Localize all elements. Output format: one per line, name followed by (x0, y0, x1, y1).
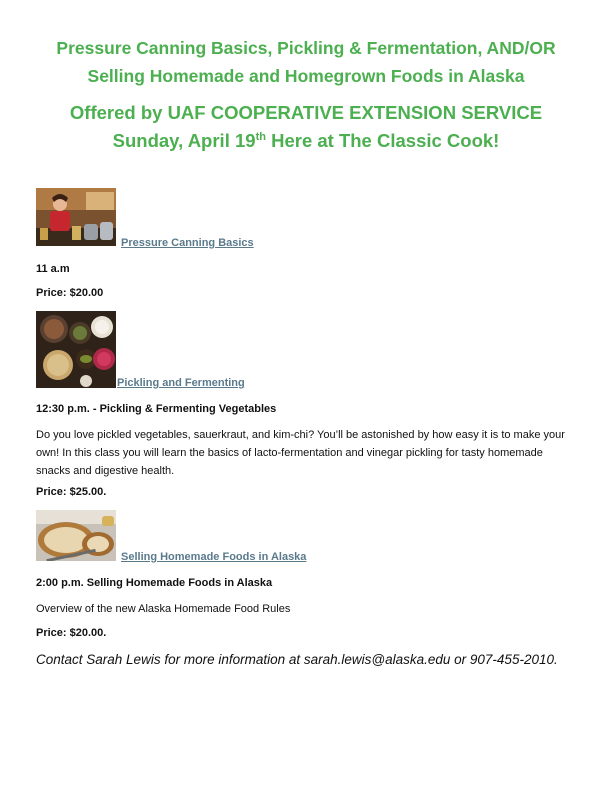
date-suffix: th (255, 131, 266, 143)
class-3-time: 2:00 p.m. Selling Homemade Foods in Alaska (36, 577, 273, 589)
pickling-fermenting-link[interactable]: Pickling and Fermenting (117, 377, 245, 389)
selling-homemade-foods-link[interactable]: Selling Homemade Foods in Alaska (121, 551, 307, 563)
subtitle-line-2 (0, 129, 612, 153)
class-2-time: 12:30 p.m. - Pickling & Fermenting Vegetables (36, 403, 277, 415)
pickling-photo (36, 311, 116, 388)
pressure-canning-link[interactable]: Pressure Canning Basics (121, 237, 254, 249)
class-3-price: Price: $20.00. (36, 627, 107, 639)
date-text: Sunday, April 19 (112, 130, 256, 151)
class-2-description: Do you love pickled vegetables, sauerkraut, and kim-chi? You’ll be astonished by how easy it is to make your own! In this class you will learn the basics of lacto-fermentation and vinegar pickling for tasty homemade snacks and digestive health. (36, 429, 565, 477)
class-1-time: 11 a.m (36, 263, 70, 275)
venue-text: Here at The Classic Cook! (265, 130, 500, 151)
canning-photo (36, 188, 116, 246)
class-2-price: Price: $25.00. (36, 486, 107, 498)
title-line-1: Pressure Canning Basics, Pickling & Fermentation, AND/OR (56, 38, 556, 58)
class-3-description: Overview of the new Alaska Homemade Food Rules (36, 603, 291, 615)
subtitle-line-1: Offered by UAF COOPERATIVE EXTENSION SERVICE (69, 102, 543, 123)
contact-info: Contact Sarah Lewis for more information at sarah.lewis@alaska.edu or 907-455-2010. (36, 652, 558, 667)
title-line-2: Selling Homemade and Homegrown Foods in Alaska (87, 66, 525, 86)
bread-photo (36, 510, 116, 561)
class-1-price: Price: $20.00 (36, 287, 104, 299)
